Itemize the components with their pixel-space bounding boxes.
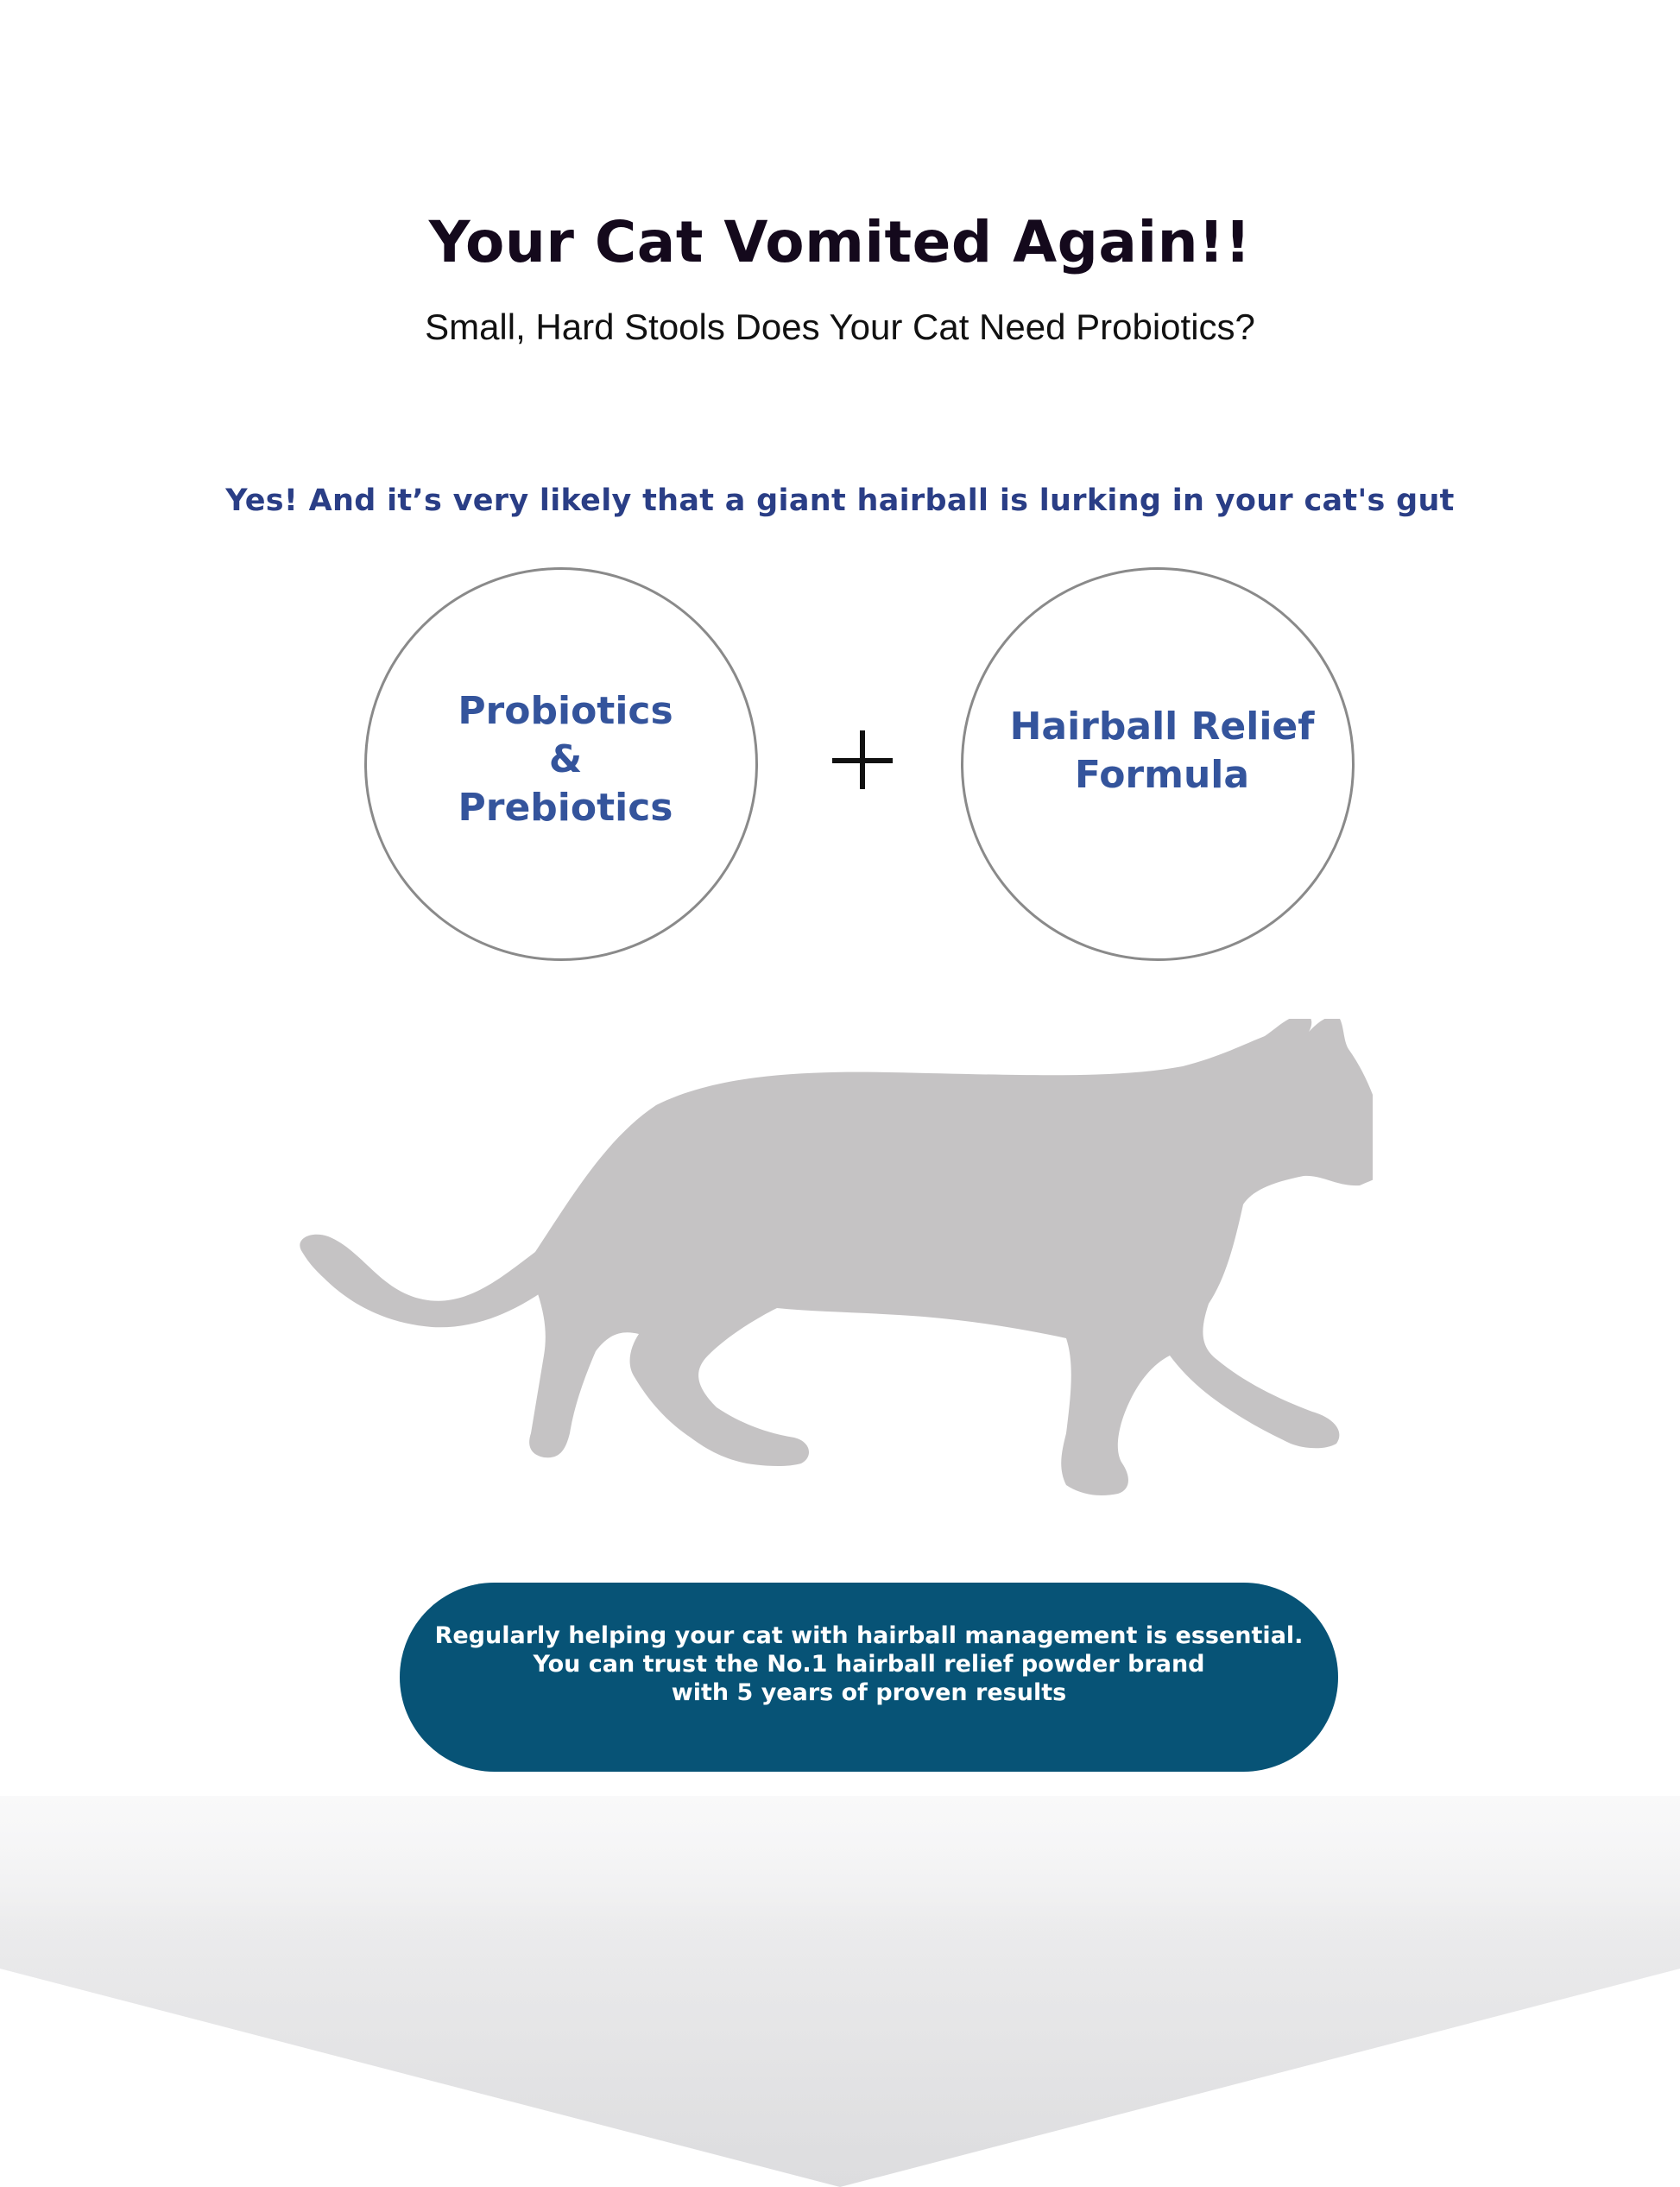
trust-banner (400, 1583, 1338, 1772)
page-subtitle: Small, Hard Stools Does Your Cat Need Probiotics? (425, 307, 1255, 347)
page-title: Your Cat Vomited Again!! (428, 209, 1252, 275)
trust-banner-line: Regularly helping your cat with hairball management is essential. (434, 1622, 1304, 1649)
trust-banner-line: You can trust the No.1 hairball relief powder brand (533, 1651, 1205, 1678)
probiotics-circle (364, 567, 758, 961)
trust-banner-text (435, 1621, 1304, 1707)
cat-silhouette-icon (285, 1019, 1373, 1502)
answer-statement: Yes! And it’s very likely that a giant hairball is lurking in your cat's gut (225, 484, 1455, 518)
probiotics-circle-label: Probiotics & Prebiotics (458, 689, 673, 830)
trust-banner-line: with 5 years of proven results (671, 1679, 1067, 1706)
hairball-relief-circle-label: Hairball Relief Formula (1009, 705, 1315, 797)
hairball-relief-circle (961, 567, 1355, 961)
bottom-shading (0, 1796, 1680, 2187)
plus-icon (825, 724, 898, 796)
